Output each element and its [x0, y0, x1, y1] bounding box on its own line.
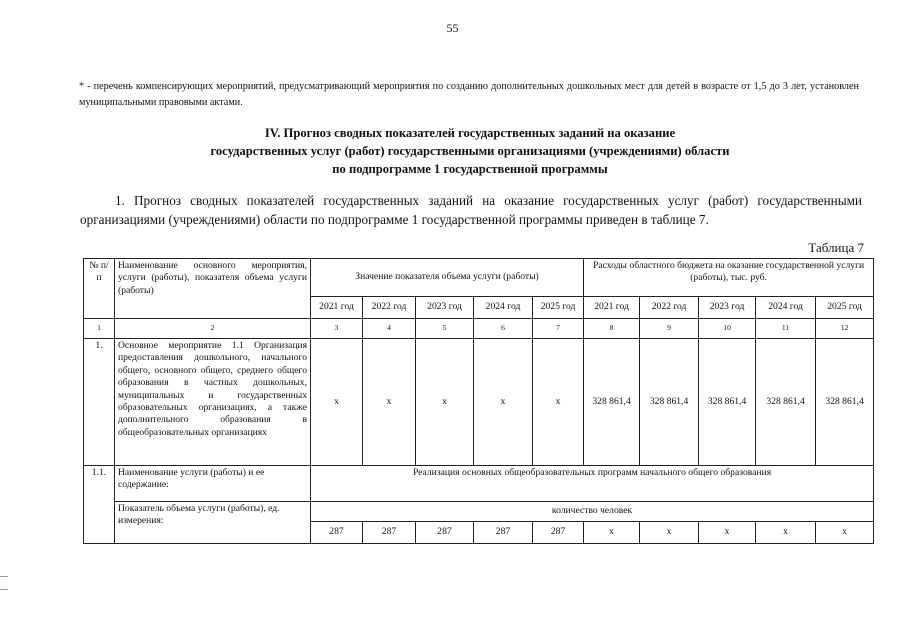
column-number: 7 — [533, 319, 584, 339]
table-caption: Таблица 7 — [808, 240, 864, 255]
row-1-name: Основное мероприятие 1.1 Организация предоставления дошкольного, начального общего, основного общего, среднего общего образования в частных дошкольных, муниципальных и государственных образовательных организациях, а также дополнительного образования в общеобразовательных организациях — [115, 339, 311, 466]
column-number: 4 — [363, 319, 416, 339]
service-value: Реализация основных общеобразовательных программ начального общего образования — [311, 466, 874, 502]
footnote: * - перечень компенсирующих мероприятий, предусматривающий мероприятия по созданию дополнительных дошкольных мест для детей в возрасте от 1,5 до 3 лет, установлен муниципальными правовыми актами. — [79, 81, 859, 108]
header-year: 2025 год — [533, 297, 584, 319]
row-1-1-value: 287 — [416, 522, 474, 544]
row-1-value: х — [533, 339, 584, 466]
header-year: 2024 год — [474, 297, 533, 319]
scan-edge-mark — [0, 589, 8, 590]
section-title-line-3: по подпрограмме 1 государственной программы — [332, 162, 608, 176]
column-number: 10 — [699, 319, 756, 339]
indicator-unit: количество человек — [311, 502, 874, 522]
row-1-value: х — [474, 339, 533, 466]
header-year: 2023 год — [416, 297, 474, 319]
row-1-1-value: х — [584, 522, 640, 544]
row-1-1-value: 287 — [311, 522, 363, 544]
header-budget-group: Расходы областного бюджета на оказание государственной услуги (работы), тыс. руб. — [584, 259, 874, 297]
header-year: 2021 год — [584, 297, 640, 319]
row-1-value: х — [311, 339, 363, 466]
row-1-1-value: 287 — [363, 522, 416, 544]
row-1-value: х — [416, 339, 474, 466]
column-number: 11 — [756, 319, 816, 339]
row-1-value: 328 861,4 — [640, 339, 699, 466]
row-1-num: 1. — [84, 339, 115, 466]
column-number: 12 — [816, 319, 874, 339]
section-title-line-2: государственных услуг (работ) государственными организациями (учреждениями) области — [210, 144, 730, 158]
row-1-value: 328 861,4 — [699, 339, 756, 466]
row-1-1-value: х — [816, 522, 874, 544]
row-1-value: 328 861,4 — [584, 339, 640, 466]
header-name: Наименование основного мероприятия, услуги (работы), показателя объема услуги (работы) — [115, 259, 311, 319]
row-1-1-value: х — [640, 522, 699, 544]
column-number: 6 — [474, 319, 533, 339]
section-title — [80, 124, 860, 178]
column-number: 1 — [84, 319, 115, 339]
column-number: 5 — [416, 319, 474, 339]
column-number: 8 — [584, 319, 640, 339]
row-1-value: 328 861,4 — [816, 339, 874, 466]
column-number: 9 — [640, 319, 699, 339]
row-1-1-value: х — [756, 522, 816, 544]
page-number: 55 — [446, 21, 459, 35]
header-year: 2025 год — [816, 297, 874, 319]
header-year: 2022 год — [363, 297, 416, 319]
row-1-1-value: 287 — [474, 522, 533, 544]
header-year: 2024 год — [756, 297, 816, 319]
forecast-table — [83, 258, 874, 544]
column-number: 2 — [115, 319, 311, 339]
row-1-1-value: х — [699, 522, 756, 544]
intro-paragraph: 1. Прогноз сводных показателей государственных заданий на оказание государственных услуг (работ) государственными организациями (учреждениями) области по подпрограмме 1 государственной программы приведен в таблице 7. — [80, 193, 862, 227]
header-year: 2022 год — [640, 297, 699, 319]
row-1-1-value: 287 — [533, 522, 584, 544]
indicator-label: Показатель объема услуги (работы), ед. измерения: — [115, 502, 311, 544]
scan-edge-mark — [0, 576, 8, 577]
column-number: 3 — [311, 319, 363, 339]
row-1-value: 328 861,4 — [756, 339, 816, 466]
section-title-line-1: IV. Прогноз сводных показателей государственных заданий на оказание — [264, 126, 676, 140]
header-num: № п/п — [84, 259, 115, 319]
header-year: 2021 год — [311, 297, 363, 319]
header-volume-group: Значение показателя объема услуги (работы) — [311, 259, 584, 297]
row-1-value: х — [363, 339, 416, 466]
row-1-1-num: 1.1. — [84, 466, 115, 544]
header-year: 2023 год — [699, 297, 756, 319]
service-label: Наименование услуги (работы) и ее содержание: — [115, 466, 311, 502]
